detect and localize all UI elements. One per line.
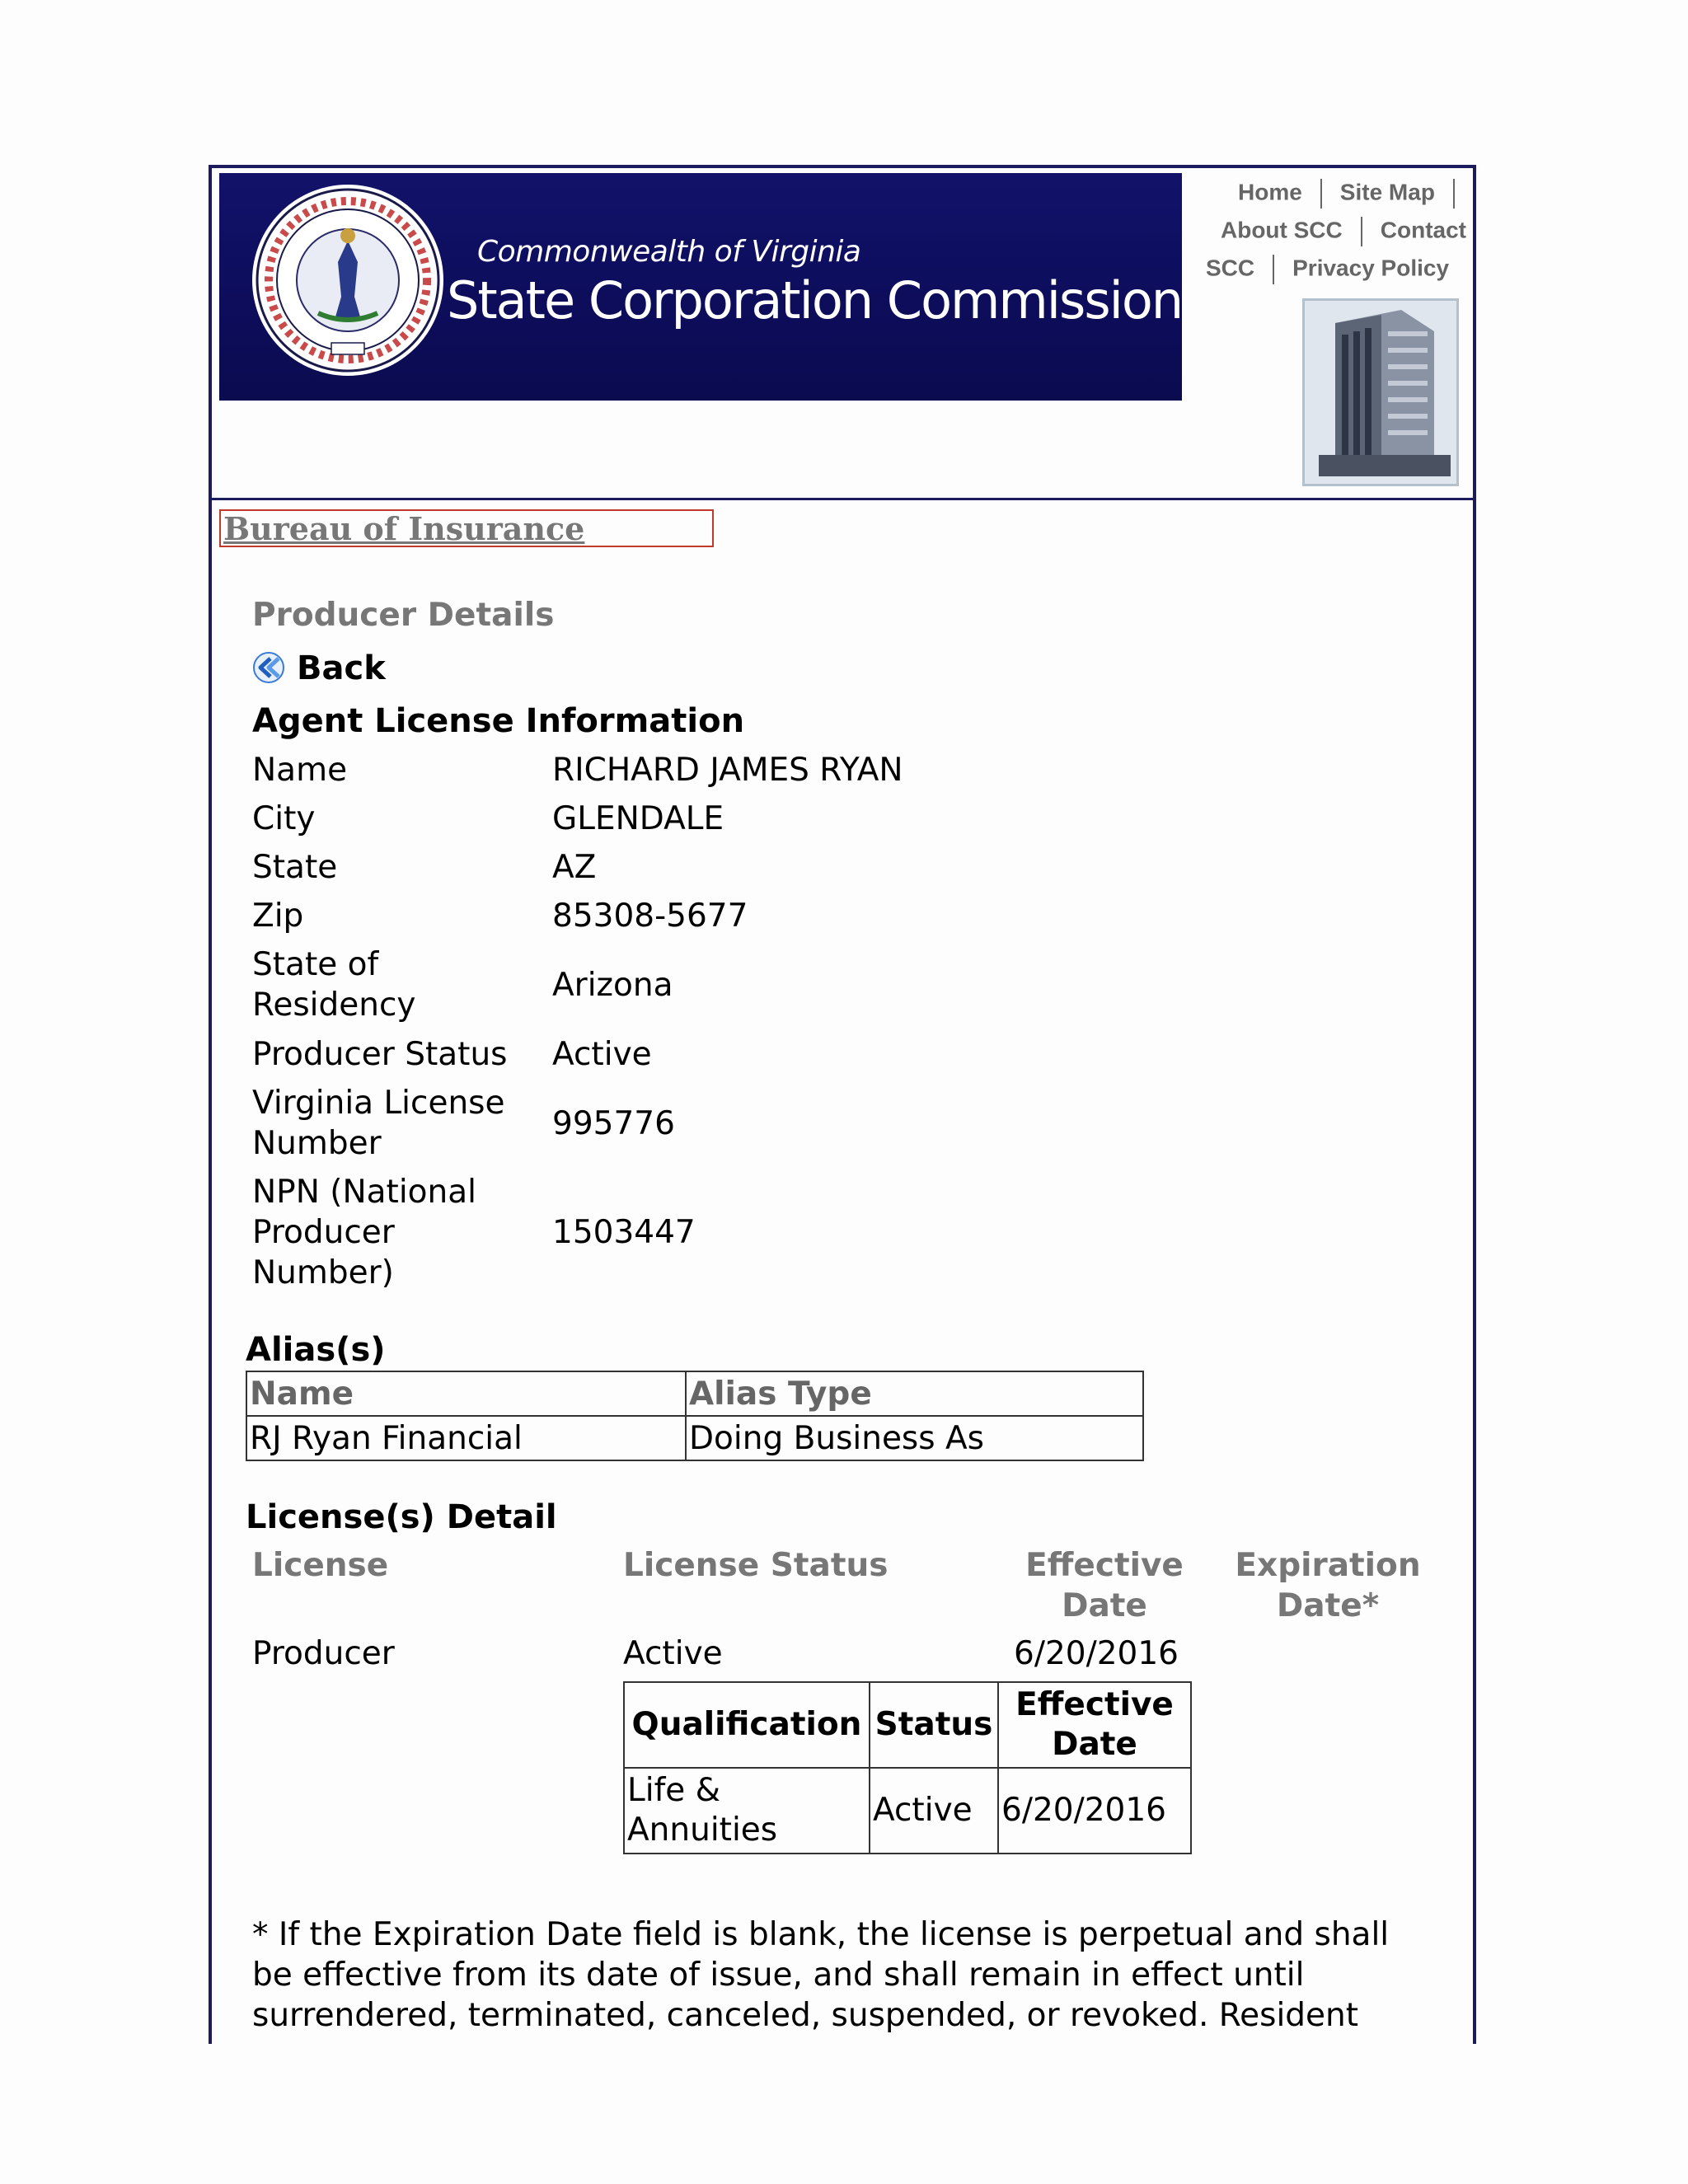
column-header-status: Status <box>870 1682 998 1768</box>
field-label-npn: NPN (National Producer Number) <box>252 1174 476 1291</box>
qualification-effective-date-cell: 6/20/2016 <box>998 1768 1191 1854</box>
field-label-state: State <box>252 849 338 886</box>
scc-building-image <box>1302 298 1459 486</box>
expiration-footnote: * If the Expiration Date field is blank, the license is perpetual and shall be effective from its date of issue, and shall remain in effect until surrendered, terminated, canceled, suspended, or revoked. Resident <box>252 1916 1390 2034</box>
license-type: Producer <box>252 1635 395 1672</box>
column-header-expiration-date: Expiration Date* <box>1235 1547 1421 1624</box>
bureau-of-insurance-link[interactable]: Bureau of Insurance <box>219 509 714 547</box>
nav-scc-link[interactable]: SCC <box>1206 255 1255 281</box>
nav-separator <box>1320 179 1322 209</box>
aliases-table <box>246 1371 1144 1461</box>
field-label-license-number: Virginia License Number <box>252 1085 505 1162</box>
field-value-zip: 85308-5677 <box>552 898 748 935</box>
column-header-license-status: License Status <box>623 1547 889 1584</box>
page-title: Producer Details <box>252 597 555 634</box>
field-value-name: RICHARD JAMES RYAN <box>552 752 903 789</box>
field-label-name: Name <box>252 752 348 789</box>
field-value-state: AZ <box>552 849 597 886</box>
nav-home-link[interactable]: Home <box>1238 179 1302 205</box>
field-value-license-number: 995776 <box>552 1105 675 1142</box>
table-header-row <box>246 1371 1143 1416</box>
banner-title: State Corporation Commission <box>447 270 1182 330</box>
virginia-seal-logo <box>249 181 447 379</box>
qualifications-table <box>623 1681 1192 1854</box>
column-header-effective-date: Effective Date <box>1025 1547 1184 1624</box>
table-header-row <box>624 1682 1191 1768</box>
nav-separator <box>1453 179 1455 209</box>
table-row <box>624 1768 1191 1854</box>
double-chevron-left-icon <box>252 651 285 684</box>
qualification-status-cell: Active <box>870 1768 998 1854</box>
column-header-name: Name <box>246 1371 686 1416</box>
field-value-producer-status: Active <box>552 1036 652 1073</box>
nav-contact-link[interactable]: Contact <box>1380 217 1466 243</box>
field-value-residency: Arizona <box>552 967 673 1004</box>
banner-subtitle: Commonwealth of Virginia <box>477 235 861 269</box>
qualification-cell: Life & Annuities <box>624 1768 870 1854</box>
field-value-npn: 1503447 <box>552 1214 696 1251</box>
field-label-zip: Zip <box>252 898 304 935</box>
column-header-alias-type: Alias Type <box>686 1371 1143 1416</box>
field-label-residency: State of Residency <box>252 946 416 1024</box>
field-label-city: City <box>252 800 316 837</box>
nav-separator <box>1361 217 1362 246</box>
alias-type-cell: Doing Business As <box>686 1416 1143 1460</box>
nav-privacy-policy-link[interactable]: Privacy Policy <box>1292 255 1450 281</box>
field-label-producer-status: Producer Status <box>252 1036 508 1073</box>
header-divider <box>209 498 1476 500</box>
back-label: Back <box>297 649 386 687</box>
license-effective-date: 6/20/2016 <box>1014 1635 1179 1672</box>
nav-separator <box>1273 255 1274 284</box>
aliases-heading: Alias(s) <box>246 1331 386 1369</box>
column-header-effective-date: Effective Date <box>998 1682 1191 1768</box>
field-value-city: GLENDALE <box>552 800 724 837</box>
agent-license-heading: Agent License Information <box>252 702 745 740</box>
column-header-qualification: Qualification <box>624 1682 870 1768</box>
nav-about-scc-link[interactable]: About SCC <box>1221 217 1343 243</box>
table-row <box>246 1416 1143 1460</box>
alias-name-cell: RJ Ryan Financial <box>246 1416 686 1460</box>
column-header-license: License <box>252 1547 389 1584</box>
license-status: Active <box>623 1635 723 1672</box>
licenses-heading: License(s) Detail <box>246 1498 557 1536</box>
nav-site-map-link[interactable]: Site Map <box>1339 179 1435 205</box>
scc-banner[interactable] <box>219 173 1182 401</box>
